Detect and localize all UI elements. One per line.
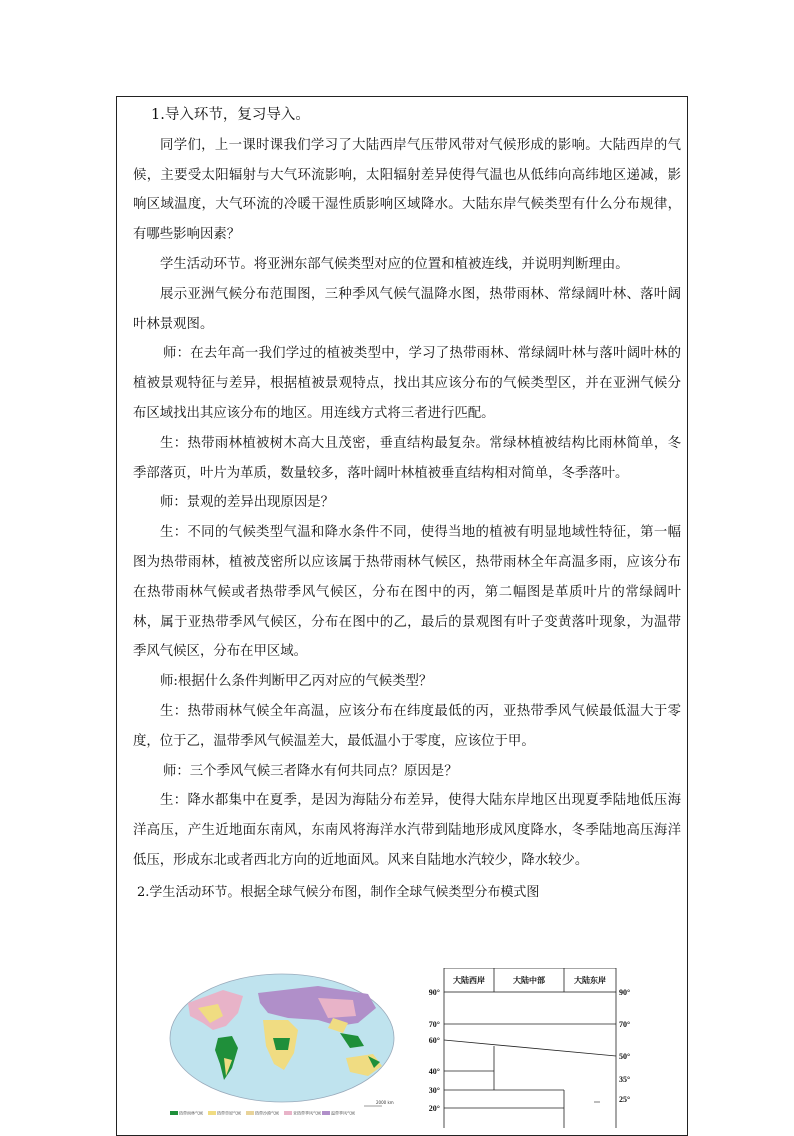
header-interior: 大陆中部 — [513, 975, 545, 985]
paragraph-student-2: 生：不同的气候类型气温和降水条件不同，使得当地的植被有明显地域性特征，第一幅图为热带雨林，植被茂密所以应该属于热带雨林气候区，热带雨林全年高温多雨，应该分布在热带雨林气候或者热带季风气候区，分布在图中的丙，第二幅图是革质叶片的常绿阔叶林，属于亚热带季风气候区，分布在图中的乙，最后的景观图有叶子变黄落叶现象，为温带季风气候区，分布在甲区域。 — [133, 525, 681, 660]
paragraph-display: 展示亚洲气候分布范围图，三种季风气候气温降水图，热带雨林、常绿阔叶林、落叶阔叶林景观图。 — [133, 286, 681, 332]
paragraph-teacher-1: 师：在去年高一我们学过的植被类型中，学习了热带雨林、常绿阔叶林与落叶阔叶林的植被景观特征与差异，根据植被景观特点，找出其应该分布的气候类型区，并在亚洲气候分布区域找出其应该分布的地区。用连线方式将三者进行匹配。 — [133, 346, 681, 421]
right-degree-label: 50° — [619, 1052, 631, 1061]
header-east-coast: 大陆东岸 — [574, 975, 606, 985]
section2-heading: 2.学生活动环节。根据全球气候分布图，制作全球气候类型分布模式图 — [137, 884, 540, 900]
left-degree-label: 70° — [428, 1020, 440, 1029]
paragraph-teacher-2: 师：景观的差异出现原因是？ — [160, 495, 335, 511]
world-climate-map — [168, 968, 400, 1118]
paragraph-teacher-3: 师:根据什么条件判断甲乙丙对应的气候类型？ — [160, 674, 433, 690]
legend-item: 热带沙漠气候 — [255, 1110, 279, 1116]
climate-pattern-grid — [418, 968, 640, 1128]
right-degree-label: 70° — [619, 1020, 631, 1029]
map-legend — [170, 1110, 355, 1116]
lesson-content — [133, 101, 681, 908]
paragraph-student-3: 生：热带雨林气候全年高温，应该分布在纬度最低的丙，亚热带季风气候最低温大于零度，位于乙，温带季风气候温差大，最低温小于零度，应该位于甲。 — [133, 703, 681, 749]
paragraph-teacher-4: 师：三个季风气候三者降水有何共同点？原因是？ — [163, 763, 458, 779]
legend-item: 热带草原气候 — [217, 1110, 241, 1116]
left-degree-label: 90° — [428, 988, 440, 997]
header-west-coast: 大陆西岸 — [453, 975, 485, 985]
paragraph-activity: 学生活动环节。将亚洲东部气候类型对应的位置和植被连线，并说明判断理由。 — [160, 256, 629, 272]
left-degree-label: 20° — [428, 1104, 440, 1113]
left-degree-label: 40° — [428, 1067, 440, 1076]
map-scale: 2000 km — [376, 1100, 394, 1105]
paragraph-review: 同学们，上一课时课我们学习了大陆西岸气压带风带对气候形成的影响。大陆西岸的气候，主要受太阳辐射与大气环流影响，太阳辐射差异使得气温也从低纬向高纬地区递减，影响区域温度，大气环流的冷暖干湿性质影响区域降水。大陆东岸气候类型有什么分布规律，有哪些影响因素？ — [133, 137, 681, 243]
section1-heading: 1.导入环节，复习导入。 — [151, 107, 310, 123]
left-degree-label: 60° — [428, 1036, 440, 1045]
legend-item: 温带季风气候 — [331, 1110, 355, 1116]
legend-item: 亚热带季风气候 — [293, 1110, 321, 1116]
right-degree-label: 35° — [619, 1075, 631, 1084]
paragraph-student-4: 生：降水都集中在夏季，是因为海陆分布差异，使得大陆东岸地区出现夏季陆地低压海洋高压，产生近地面东南风，东南风将海洋水汽带到陆地形成风度降水，冬季陆地高压海洋低压，形成东北或者西北方向的近地面风。风来自陆地水汽较少，降水较少。 — [133, 793, 681, 868]
paragraph-student-1: 生：热带雨林植被树木高大且茂密，垂直结构最复杂。常绿林植被结构比雨林简单，冬季部落页，叶片为革质，数量较多，落叶阔叶林植被垂直结构相对简单，冬季落叶。 — [133, 435, 681, 481]
right-degree-label: 90° — [619, 988, 631, 997]
legend-item: 热带雨林气候 — [179, 1110, 203, 1116]
left-degree-label: 30° — [428, 1086, 440, 1095]
right-degree-label: 25° — [619, 1095, 631, 1104]
